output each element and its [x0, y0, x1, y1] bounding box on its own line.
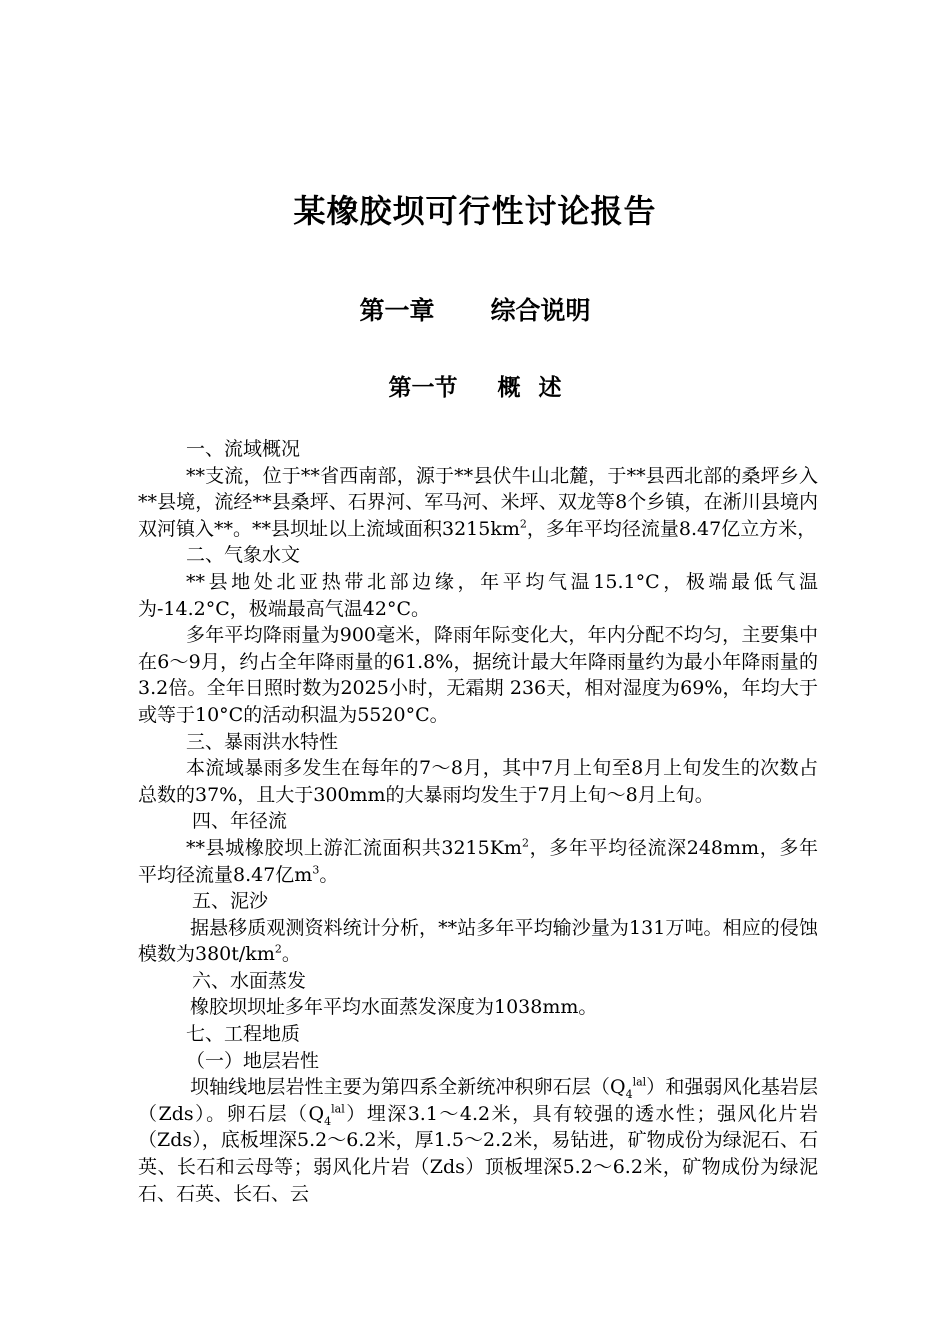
paragraph-evaporation: 橡胶坝坝址多年平均水面蒸发深度为1038mm。 [190, 996, 598, 1019]
paragraph-basin: **支流，位于**省西南部，源于**县伏牛山北麓，于**县西北部的桑坪乡入**县境，流经**县桑坪、石界河、军马河、米坪、双龙等8个乡镇，在淅川县境内双河镇入**。**县坝址以上流域面积$3215km^2$，多年平均径流量8.47亿立方米， [138, 464, 818, 540]
heading-storm-flood: 三、暴雨洪水特性 [186, 730, 339, 753]
section-heading [0, 369, 950, 402]
paragraph-lithology: 坝轴线地层岩性主要为第四系全新统冲积卵石层$(Q_4^{lal})$和强弱风化基岩层（Zds）。卵石层$(Q_4^{lal})$埋深3.1～4.2米，具有较强的透水性；强风化片岩（Zds），底板埋深5.2～6.2米，厚1.5～2.2米，易钻进，矿物成份为绿泥石、石英、长石和云母等；弱风化片岩（Zds）顶板埋深5.2～6.2米，矿物成份为绿泥石、石英、长石、云 [138, 1075, 819, 1205]
chapter-heading [0, 291, 950, 327]
paragraph-temperature: **县地处北亚热带北部边缘，年平均气温15.1°C，极端最低气温为-14.2°C，极端最高气温42°C。 [138, 570, 818, 620]
heading-sediment: 五、泥沙 [192, 890, 269, 913]
heading-annual-runoff: 四、年径流 [192, 810, 288, 833]
heading-basin-overview: 一、流域概况 [186, 438, 301, 460]
subheading-stratum-lithology: （一）地层岩性 [186, 1049, 320, 1072]
chapter-number: 第一章 [359, 296, 435, 325]
paragraph-storm: 本流域暴雨多发生在每年的7～8月，其中7月上旬至8月上旬发生的次数占总数的37%，且大于300mm的大暴雨均发生于7月上旬～8月上旬。 [138, 757, 818, 806]
chapter-name: 综合说明 [490, 296, 591, 325]
section-name-part1: 概 [497, 375, 521, 401]
section-number: 第一节 [388, 375, 458, 401]
heading-evaporation: 六、水面蒸发 [192, 969, 307, 992]
document-body [138, 436, 818, 1207]
paragraph-rainfall: 多年平均降雨量为900毫米，降雨年际变化大，年内分配不均匀，主要集中在6～9月，约占全年降雨量的61.8%，据统计最大年降雨量约为最小年降雨量的3.2倍。全年日照时数为2025小时，无霜期 236天，相对湿度为69%，年均大于或等于10°C的活动积温为5520°C。 [138, 624, 818, 726]
section-name-part2: 述 [538, 375, 562, 401]
heading-meteorology: 二、气象水文 [186, 544, 301, 567]
paragraph-runoff: **县城橡胶坝上游汇流面积共3215Km$^2$，多年平均径流深248mm，多年平均径流量8.47亿$m^3$。 [138, 836, 818, 886]
paragraph-sediment: 据悬移质观测资料统计分析，**站多年平均输沙量为131万吨。相应的侵蚀模数为$380t/km^2$。 [138, 916, 818, 966]
heading-engineering-geology: 七、工程地质 [186, 1023, 301, 1046]
document-title: 某橡胶坝可行性讨论报告 [293, 192, 657, 230]
